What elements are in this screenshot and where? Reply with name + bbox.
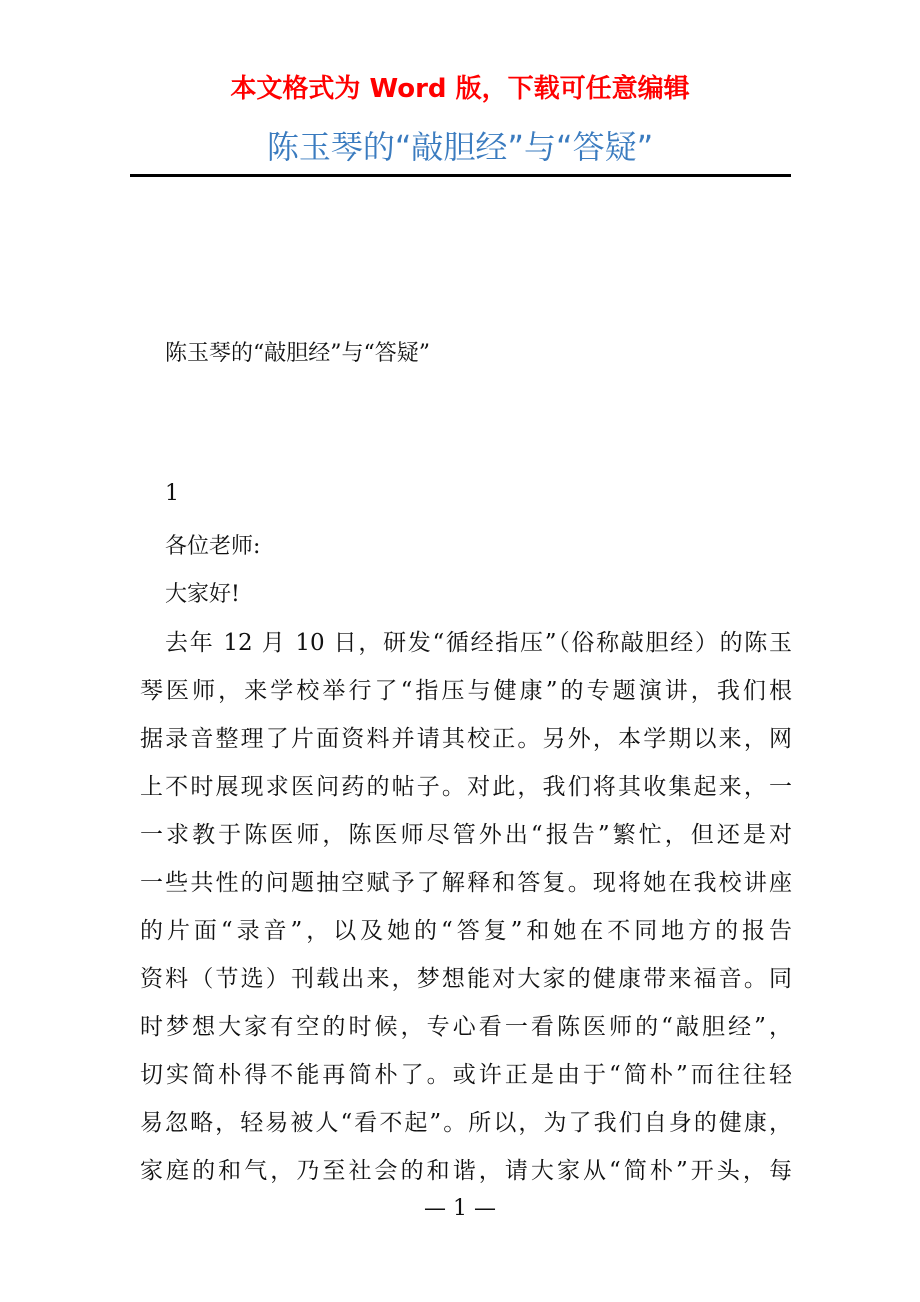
paragraph-line: 去年 12 月 10 日，研发“循经指压”（俗称敲胆经）的陈玉 bbox=[165, 630, 792, 656]
paragraph-line: 家庭的和气，乃至社会的和谐，请大家从“简朴”开头，每 bbox=[140, 1158, 792, 1184]
paragraph-line: 切实简朴得不能再简朴了。或许正是由于“简朴”而往往轻 bbox=[140, 1062, 792, 1088]
paragraph-line: 的片面“录音”，以及她的“答复”和她在不同地方的报告 bbox=[140, 918, 792, 944]
paragraph-line: 一求教于陈医师，陈医师尽管外出“报告”繁忙，但还是对 bbox=[140, 822, 792, 848]
document-title: 陈玉琴的“敲胆经”与“答疑” bbox=[266, 128, 654, 166]
paragraph-line: 资料（节选）刊载出来，梦想能对大家的健康带来福音。同 bbox=[140, 966, 792, 992]
paragraph-line: 易忽略，轻易被人“看不起”。所以，为了我们自身的健康， bbox=[140, 1110, 792, 1136]
paragraph-line: 据录音整理了片面资料并请其校正。另外，本学期以来，网 bbox=[140, 726, 792, 752]
header-divider bbox=[130, 174, 791, 177]
subtitle: 陈玉琴的“敲胆经”与“答疑” bbox=[165, 341, 430, 366]
paragraph-line: 一些共性的问题抽空赋予了解释和答复。现将她在我校讲座 bbox=[140, 870, 792, 896]
format-notice-banner: 本文格式为 Word 版，下载可任意编辑 bbox=[230, 74, 690, 104]
paragraph-line: 琴医师，来学校举行了“指压与健康”的专题演讲，我们根 bbox=[140, 678, 792, 704]
greeting: 大家好! bbox=[165, 582, 240, 607]
paragraph-line: 时梦想大家有空的时候，专心看一看陈医师的“敲胆经”， bbox=[140, 1014, 792, 1040]
section-number: 1 bbox=[165, 481, 179, 506]
paragraph-line: 上不时展现求医问药的帖子。对此，我们将其收集起来，一 bbox=[140, 774, 792, 800]
page-number: — 1 — bbox=[424, 1196, 496, 1221]
salutation: 各位老师: bbox=[165, 534, 261, 559]
